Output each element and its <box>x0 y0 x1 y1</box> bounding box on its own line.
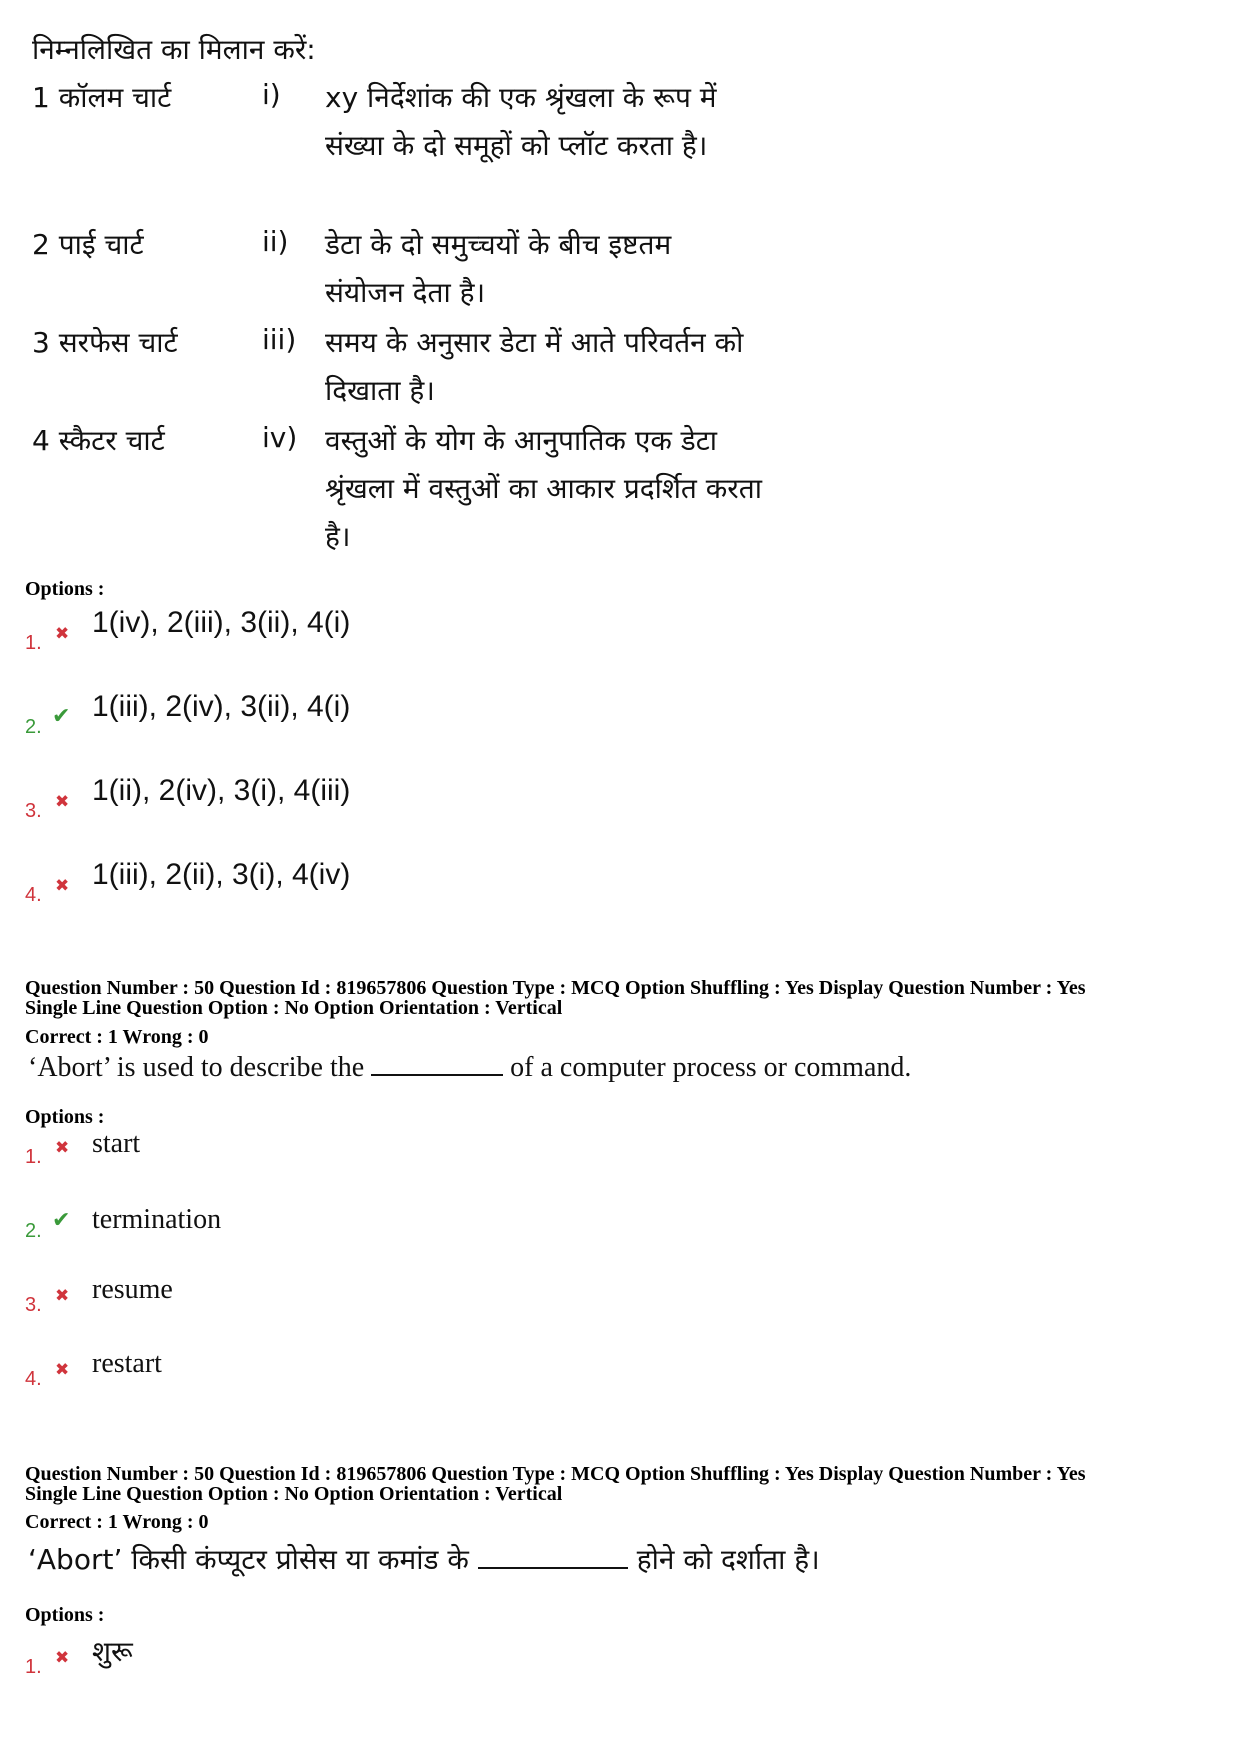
check-icon: ✔ <box>52 1208 71 1233</box>
question-meta-line-1: Question Number : 50 Question Id : 819657806 Question Type : MCQ Option Shuffling : Yes Display Question Number : Yes <box>25 1463 1086 1485</box>
option-number: 3. <box>25 800 42 822</box>
cross-icon: ✖ <box>55 1360 70 1380</box>
question-meta-line-1: Question Number : 50 Question Id : 819657806 Question Type : MCQ Option Shuffling : Yes Display Question Number : Yes <box>25 977 1086 999</box>
right-item-1-line-2: संख्या के दो समूहों को प्लॉट करता है। <box>325 129 708 162</box>
option-number: 1. <box>25 1146 42 1168</box>
option-text: restart <box>92 1348 162 1379</box>
right-item-2-line-1: डेटा के दो समुच्चयों के बीच इष्टतम <box>325 228 672 261</box>
question-text-before: ‘Abort’ is used to describe the <box>28 1052 365 1083</box>
option-text: शुरू <box>92 1635 133 1668</box>
right-numeral-2: ii) <box>262 225 289 258</box>
option-text: 1(iii), 2(ii), 3(i), 4(iv) <box>92 858 351 891</box>
question-meta-line-2: Single Line Question Option : No Option Orientation : Vertical <box>25 997 563 1019</box>
options-label: Options : <box>25 578 105 600</box>
right-item-3-line-2: दिखाता है। <box>325 374 435 407</box>
option-number: 3. <box>25 1294 42 1316</box>
option-text: 1(ii), 2(iv), 3(i), 4(iii) <box>92 774 351 807</box>
answer-blank <box>478 1545 628 1569</box>
question-marks: Correct : 1 Wrong : 0 <box>25 1026 209 1048</box>
option-number: 2. <box>25 1220 42 1242</box>
question-text-after: होने को दर्शाता है। <box>636 1543 820 1576</box>
option-text: termination <box>92 1204 222 1235</box>
left-item-1: 1 कॉलम चार्ट <box>32 81 172 114</box>
option-number: 4. <box>25 884 42 906</box>
right-item-4-line-1: वस्तुओं के योग के आनुपातिक एक डेटा <box>325 424 718 457</box>
question-text-before: ‘Abort’ किसी कंप्यूटर प्रोसेस या कमांड के <box>28 1543 469 1576</box>
option-text: 1(iv), 2(iii), 3(ii), 4(i) <box>92 606 351 639</box>
question-meta-line-2: Single Line Question Option : No Option Orientation : Vertical <box>25 1483 563 1505</box>
check-icon: ✔ <box>52 704 71 729</box>
cross-icon: ✖ <box>55 1648 70 1668</box>
options-label: Options : <box>25 1604 105 1626</box>
option-number: 1. <box>25 632 42 654</box>
question-marks: Correct : 1 Wrong : 0 <box>25 1511 209 1533</box>
right-item-4-line-2: श्रृंखला में वस्तुओं का आकार प्रदर्शित करता <box>325 472 762 505</box>
left-item-3: 3 सरफेस चार्ट <box>32 326 178 359</box>
match-instruction: निम्नलिखित का मिलान करें: <box>32 33 316 66</box>
left-item-2: 2 पाई चार्ट <box>32 228 144 261</box>
question-text <box>28 1052 911 1084</box>
cross-icon: ✖ <box>55 876 70 896</box>
cross-icon: ✖ <box>55 624 70 644</box>
right-numeral-3: iii) <box>262 323 297 356</box>
right-item-1-line-1: xy निर्देशांक की एक श्रृंखला के रूप में <box>325 81 717 114</box>
right-item-3-line-1: समय के अनुसार डेटा में आते परिवर्तन को <box>325 326 744 359</box>
cross-icon: ✖ <box>55 1286 70 1306</box>
question-text-after: of a computer process or command. <box>510 1052 912 1083</box>
left-item-4: 4 स्कैटर चार्ट <box>32 424 165 457</box>
right-numeral-1: i) <box>262 78 281 111</box>
option-number: 2. <box>25 716 42 738</box>
option-text: 1(iii), 2(iv), 3(ii), 4(i) <box>92 690 351 723</box>
option-text: resume <box>92 1274 173 1305</box>
option-number: 1. <box>25 1656 42 1678</box>
option-text: start <box>92 1128 141 1159</box>
right-item-4-line-3: है। <box>325 520 351 553</box>
cross-icon: ✖ <box>55 792 70 812</box>
options-label: Options : <box>25 1106 105 1128</box>
option-number: 4. <box>25 1368 42 1390</box>
answer-blank <box>371 1052 503 1076</box>
right-item-2-line-2: संयोजन देता है। <box>325 276 486 309</box>
cross-icon: ✖ <box>55 1138 70 1158</box>
question-text <box>28 1540 820 1578</box>
right-numeral-4: iv) <box>262 421 298 454</box>
